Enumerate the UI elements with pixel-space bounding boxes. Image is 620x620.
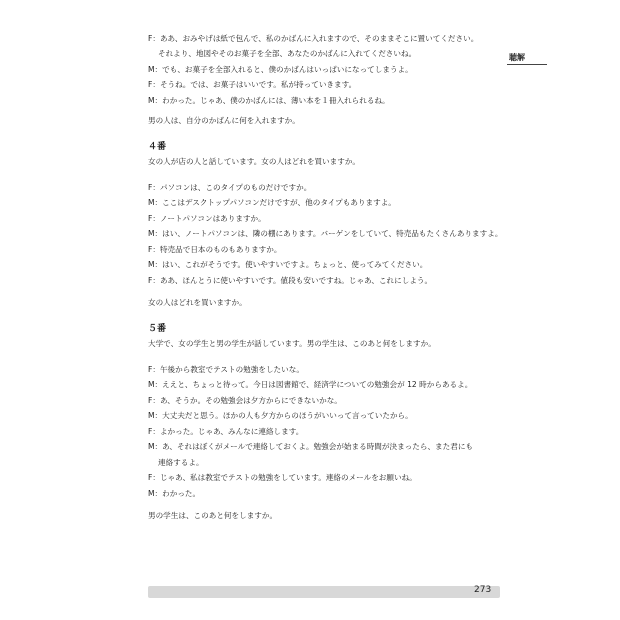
section-tab-label: 聴解 <box>509 53 525 62</box>
question-line: 男の学生は、このあと何をしますか。 <box>148 510 278 520</box>
dialogue-line: M：でも、お菓子を全部入れると、僕のかばんはいっぱいになってしまうよ。 <box>148 64 413 74</box>
dialogue-line: F：じゃあ、私は教室でテストの勉強をしています。連絡のメールをお願いね。 <box>148 473 417 482</box>
dialogue-line: M：わかった。 <box>148 488 201 498</box>
problem-number: ５番 <box>148 323 167 334</box>
dialogue-line: M：わかった。じゃあ、僕のかばんには、薄い本を１冊入れられるね。 <box>148 95 390 105</box>
dialogue-line: M：大丈夫だと思う。ほかの人も夕方からのほうがいいって言っていたから。 <box>148 411 413 420</box>
situation-line: 女の人が店の人と話しています。女の人はどれを買いますか。 <box>148 157 361 166</box>
dialogue-line: F：ああ、ほんとうに使いやすいです。値段も安いですね。じゃあ、これにしよう。 <box>148 275 433 285</box>
dialogue-line: M：ええと、ちょっと待って。今日は図書館で、経済学についての勉強会が 12 時からあるよ。 <box>148 380 473 389</box>
section-tab <box>507 52 547 65</box>
situation-line: 大学で、女の学生と男の学生が話しています。男の学生は、このあと何をしますか。 <box>148 339 436 348</box>
footer-bar <box>148 586 500 598</box>
dialogue-line: それより、地図やそのお菓子を全部、あなたのかばんに入れてくださいね。 <box>158 49 417 58</box>
dialogue-line: F：そうね。では、お菓子はいいです。私が持っていきます。 <box>148 80 357 89</box>
dialogue-line: M：はい、ノートパソコンは、隣の棚にあります。バーゲンをしていて、特売品もたくさんありますよ。 <box>148 229 503 238</box>
question-line: 女の人はどれを買いますか。 <box>148 297 247 307</box>
dialogue-line: F：ああ、おみやげは紙で包んで、私のかばんに入れますので、そのままそこに置いてください。 <box>148 33 479 43</box>
dialogue-line: M：はい、これがそうです。使いやすいですよ。ちょっと、使ってみてください。 <box>148 260 428 269</box>
dialogue-line: F：パソコンは、このタイプのものだけですか。 <box>148 182 312 192</box>
question-line: 男の人は、自分のかばんに何を入れますか。 <box>148 115 300 125</box>
dialogue-line: F：ノートパソコンはありますか。 <box>148 213 266 223</box>
dialogue-line: F：よかった。じゃあ、みんなに連絡します。 <box>148 426 304 436</box>
dialogue-line: F：午後から教室でテストの勉強をしたいな。 <box>148 364 304 374</box>
dialogue-line: M：あ、それはぼくがメールで連絡しておくよ。勉強会が始まる時間が決まったら、また君にも <box>148 442 474 451</box>
dialogue-line: M：ここはデスクトップパソコンだけですが、他のタイプもありますよ。 <box>148 198 396 207</box>
dialogue-line: 連絡するよ。 <box>158 457 204 467</box>
dialogue-line: F：あ、そうか。その勉強会は夕方からにできないかな。 <box>148 395 342 405</box>
problem-number: ４番 <box>148 141 167 152</box>
transcript-column <box>148 28 503 521</box>
page-number: 273 <box>474 585 492 595</box>
dialogue-line: F：特売品で日本のものもありますか。 <box>148 244 282 254</box>
